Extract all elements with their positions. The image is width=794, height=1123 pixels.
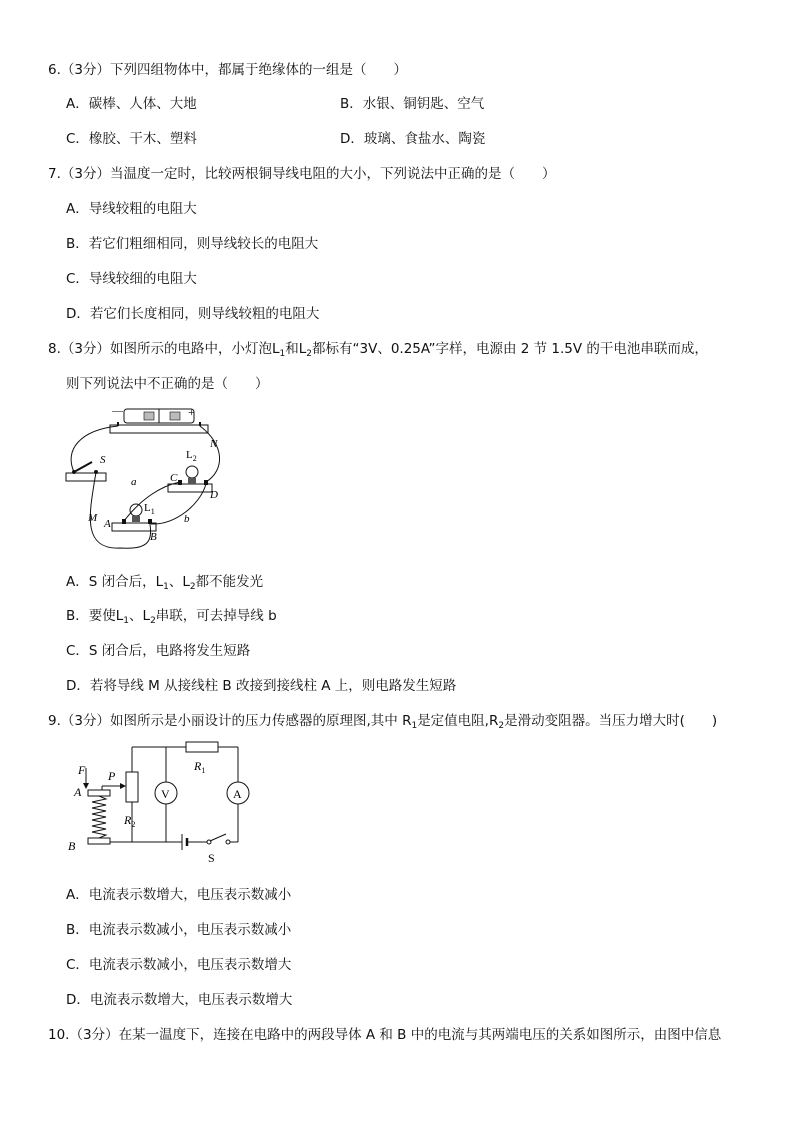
circuit-diagram-q8 [60, 400, 230, 555]
question-8-stem: 8.（3分）如图所示的电路中，小灯泡$L_1$和$L_2$都标有“3V、0.25A”字样，电源由 2 节 1.5V 的干电池串联而成， [48, 341, 708, 359]
switch-board [66, 473, 106, 481]
plate-a [88, 790, 110, 796]
switch-s [210, 834, 226, 841]
q7-option-a[interactable]: A．导线较粗的电阻大 [66, 201, 197, 217]
ammeter-label: A [233, 787, 242, 801]
lamp-l1-board [112, 523, 156, 531]
question-6-stem: 6.（3分）下列四组物体中，都属于绝缘体的一组是（ ） [48, 62, 407, 78]
q8-option-d[interactable]: D．若将导线 M 从接线柱 B 改接到接线柱 A 上，则电路发生短路 [66, 678, 457, 694]
battery-board [110, 425, 208, 433]
resistor-r1-label: $R_1$ [194, 759, 206, 775]
lamp-l1-label: $L_1$ [144, 502, 155, 516]
switch-s-label: S [208, 851, 215, 865]
q9-option-b[interactable]: B．电流表示数减小，电压表示数减小 [66, 922, 292, 938]
question-8-stem-line2: 则下列说法中不正确的是（ ） [66, 376, 269, 392]
wire-n [200, 426, 220, 482]
q7-option-d[interactable]: D．若它们长度相同，则导线较粗的电阻大 [66, 306, 320, 322]
q6-option-c[interactable]: C．橡胶、干木、塑料 [66, 131, 197, 147]
plate-a-label: A [74, 785, 82, 799]
rheostat-r2 [126, 772, 138, 802]
question-10-stem: 10.（3分）在某一温度下，连接在电路中的两段导体 A 和 B 中的电流与其两端电压的关系如图所示，由图中信息 [48, 1027, 722, 1043]
q6-option-b[interactable]: B．水银、铜钥匙、空气 [340, 96, 485, 112]
q8-option-b[interactable]: B．要使$L_1$、$L_2$串联，可去掉导线 b [66, 608, 277, 626]
spring [92, 796, 106, 838]
q6-option-a[interactable]: A．碳棒、人体、大地 [66, 96, 197, 112]
lamp-l1-bulb [130, 504, 142, 516]
q9-option-d[interactable]: D．电流表示数增大，电压表示数增大 [66, 992, 293, 1008]
q9-option-a[interactable]: A．电流表示数增大，电压表示数减小 [66, 887, 292, 903]
wire-m-label: M [88, 512, 98, 524]
lamp-l2-label: $L_2$ [186, 449, 197, 463]
q9-option-c[interactable]: C．电流表示数减小，电压表示数增大 [66, 957, 292, 973]
wire-a-label: a [131, 476, 137, 488]
base-b-label: B [68, 839, 76, 853]
terminal-b-label: B [150, 531, 157, 543]
battery-plus-label: + [188, 405, 195, 419]
switch-label: S [100, 454, 106, 466]
question-7-stem: 7.（3分）当温度一定时，比较两根铜导线电阻的大小，下列说法中正确的是（ ） [48, 166, 556, 182]
lamp-l2-bulb [186, 466, 198, 478]
terminal-d-label: D [210, 489, 218, 501]
q6-option-d[interactable]: D．玻璃、食盐水、陶瓷 [340, 131, 486, 147]
q8-option-a[interactable]: A．S 闭合后，$L_1$、$L_2$都不能发光 [66, 574, 264, 592]
wire-b-label: b [184, 513, 190, 525]
voltmeter-label: V [161, 787, 170, 801]
question-9-stem: 9.（3分）如图所示是小丽设计的压力传感器的原理图,其中 $R_1$是定值电阻$,R_2$是滑动变阻器。当压力增大时( ) [48, 713, 718, 731]
slider-p-label: P [108, 769, 116, 783]
q7-option-c[interactable]: C．导线较细的电阻大 [66, 271, 197, 287]
battery-minus-label: — [112, 405, 123, 417]
force-f-label: F [78, 763, 86, 777]
terminal-c-label: C [170, 472, 178, 484]
q7-option-b[interactable]: B．若它们粗细相同，则导线较长的电阻大 [66, 236, 319, 252]
wire-n-label: N [210, 438, 218, 450]
pressure-sensor-diagram-q9 [62, 738, 262, 868]
q8-option-c[interactable]: C．S 闭合后，电路将发生短路 [66, 643, 251, 659]
rheostat-r2-label: $R_2$ [124, 813, 136, 829]
terminal-a-label: A [104, 518, 111, 530]
resistor-r1 [186, 742, 218, 752]
base-b [88, 838, 110, 844]
switch-lever [74, 462, 92, 472]
